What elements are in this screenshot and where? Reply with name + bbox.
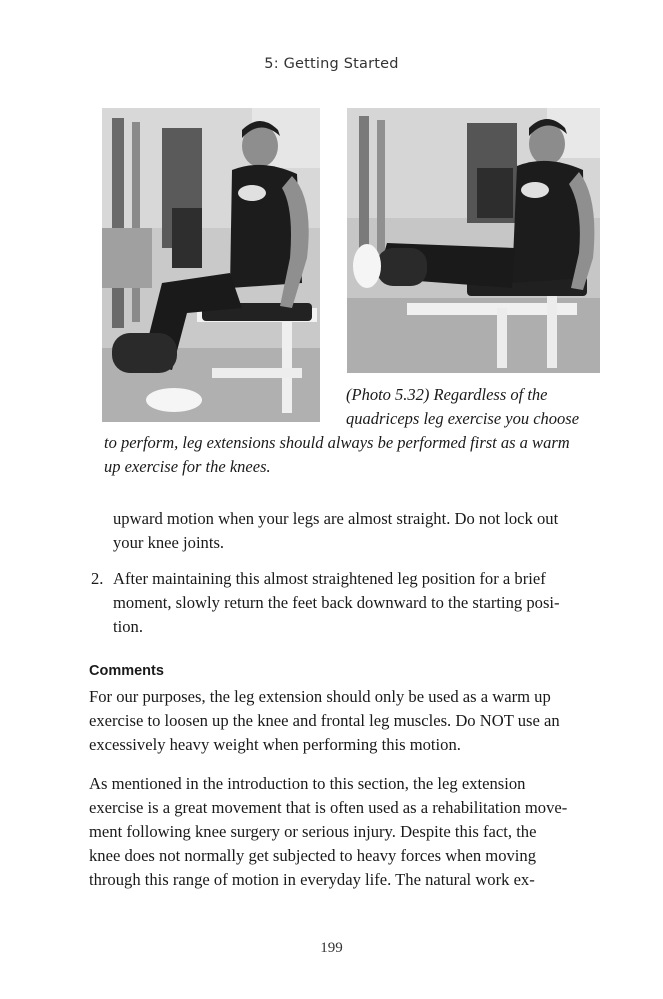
text-line: excessively heavy weight when performing this motion. (89, 735, 461, 754)
text-line: After maintaining this almost straightened leg position for a brief (113, 569, 546, 588)
text-line: knee does not normally get subjected to heavy forces when moving (89, 846, 536, 865)
text-line: upward motion when your legs are almost straight. Do not lock out (113, 509, 559, 528)
comments-paragraph-2 (89, 772, 614, 892)
text-line: As mentioned in the introduction to this section, the leg extension (89, 774, 526, 793)
photo-leg-extension-start (102, 108, 320, 422)
photo-caption-line-4: up exercise for the knees. (104, 457, 271, 476)
list-item-1-continuation (113, 507, 613, 555)
comments-paragraph-1 (89, 685, 614, 757)
text-line: through this range of motion in everyday life. The natural work ex- (89, 870, 535, 889)
photo-leg-extension-finish (347, 108, 600, 373)
photo-left-illustration (102, 108, 320, 422)
text-line: ment following knee surgery or serious injury. Despite this fact, the (89, 822, 537, 841)
page-number: 199 (320, 940, 343, 956)
photo-right-illustration (347, 108, 600, 373)
text-line: moment, slowly return the feet back downward to the starting posi- (113, 593, 560, 612)
running-head: 5: Getting Started (264, 56, 399, 72)
list-item-number: 2. (91, 569, 104, 588)
text-line: exercise is a great movement that is often used as a rehabilitation move- (89, 798, 568, 817)
photo-caption-line-1: (Photo 5.32) Regardless of the (346, 385, 548, 404)
text-line: exercise to loosen up the knee and frontal leg muscles. Do NOT use an (89, 711, 560, 730)
photo-caption-line-2: quadriceps leg exercise you choose (346, 409, 580, 428)
text-line: tion. (113, 617, 143, 636)
list-item-2 (91, 567, 616, 639)
comments-heading: Comments (89, 663, 164, 679)
text-line: your knee joints. (113, 533, 225, 552)
text-line: For our purposes, the leg extension should only be used as a warm up (89, 687, 551, 706)
photo-caption-line-3: to perform, leg extensions should always be performed first as a warm (104, 433, 570, 452)
list-item-text (113, 567, 616, 639)
